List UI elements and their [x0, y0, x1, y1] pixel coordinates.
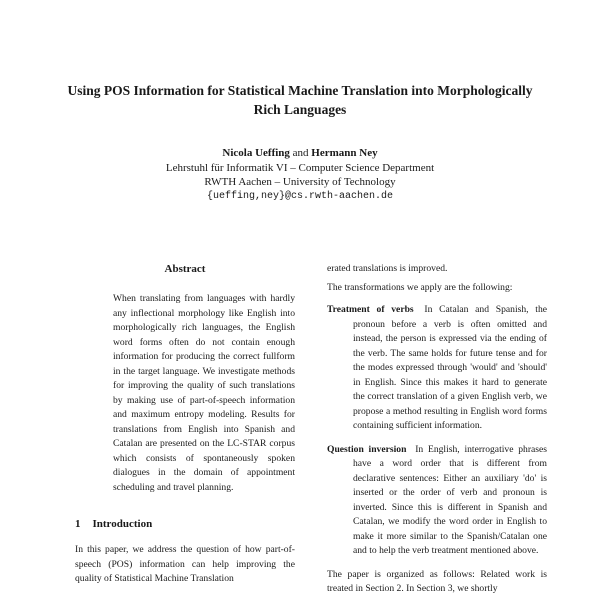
abstract-heading: Abstract: [164, 263, 206, 275]
section-heading-introduction: [75, 517, 295, 531]
author-block: [60, 146, 540, 204]
item-term: Treatment of verbs: [327, 304, 414, 315]
item-text: In English, interrogative phrases have a word order that is different from declarative sentences: Either an auxiliary 'do' is inserted or the order of verb and pronoun is inverted. Since this is different in Spanish and Catalan, we modify the word order in English to make it more similar to the Spanish/Catalan one and to help the verb treatment mentioned above.: [353, 443, 547, 556]
abstract-text: When translating from languages with hardly any inflectional morphology like English into morphologically rich languages, the English word forms often do not contain enough information for producing the correct fullform in the target language. We investigate methods for improving the quality of such translations by making use of part-of-speech information and maximum entropy modeling. Results for translations from English into Spanish and Catalan are presented on the LC-STAR corpus which consists of spontaneously spoken dialogues in the domain of appointment scheduling and travel planning.: [113, 293, 295, 493]
affiliation: Lehrstuhl für Informatik VI – Computer Science Department: [165, 161, 435, 174]
university: RWTH Aachen – University of Technology: [204, 176, 396, 188]
author-email: {ueffing,ney}@cs.rwth-aachen.de: [206, 190, 394, 202]
continuation-text: erated translations is improved.: [327, 263, 448, 274]
author-conjunction: and: [292, 147, 309, 159]
author-names: [60, 146, 540, 161]
paper-title: Using POS Information for Statistical Machine Translation into Morphologically Rich Languages: [67, 83, 533, 117]
item-text: In Catalan and Spanish, the pronoun before a verb is often omitted and instead, the person is expressed via the ending of the verb. The same holds for future tense and for the modes expressed through 'would' and 'should' in English. Since this makes it hard to generate the correct translation of a given English verb, we propose a method resulting in English word forms containing sufficient information.: [353, 304, 547, 431]
author-2: Hermann Ney: [311, 147, 378, 159]
author-1: Nicola Ueffing: [222, 147, 290, 159]
left-column: [75, 262, 295, 587]
right-column: [327, 262, 547, 601]
section-number: 1: [75, 518, 81, 530]
closing-text: The paper is organized as follows: Related work is treated in Section 2. In Section 3, we shortly: [327, 568, 547, 594]
section-title: Introduction: [92, 518, 153, 530]
list-item: [327, 443, 547, 559]
item-term: Question inversion: [327, 443, 407, 455]
list-item: [327, 303, 547, 434]
lead-in-text: The transformations we apply are the following:: [327, 281, 513, 293]
introduction-text: In this paper, we address the question of how part-of-speech (POS) information can help improving the quality of Statistical Machine Translation: [75, 544, 295, 584]
